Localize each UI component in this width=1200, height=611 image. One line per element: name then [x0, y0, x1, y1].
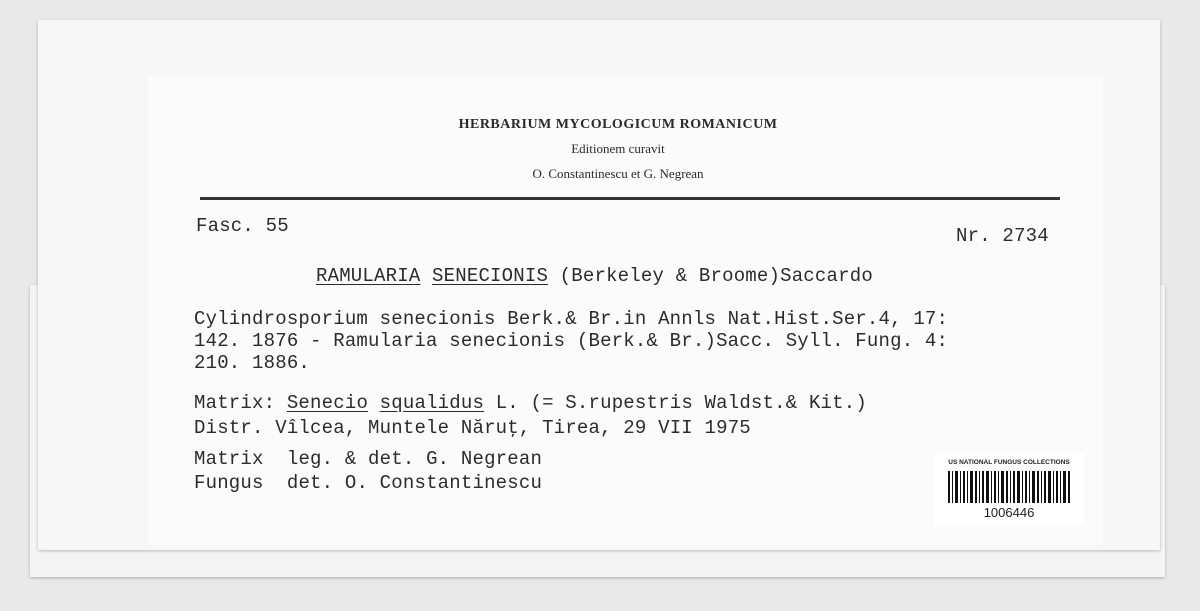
synonymy-line: Cylindrosporium senecionis Berk.& Br.in Annls Nat.Hist.Ser.4, 17:: [194, 308, 949, 330]
host-rest: L. (= S.rupestris Waldst.& Kit.): [495, 392, 867, 414]
barcode-icon: [948, 471, 1072, 503]
edition-line: Editionem curavit: [571, 141, 665, 156]
institution-title: HERBARIUM MYCOLOGICUM ROMANICUM: [458, 117, 778, 132]
fungus-text: det. O. Constantinescu: [286, 472, 543, 494]
distribution-label: Distr.: [194, 417, 264, 439]
editors-line: O. Constantinescu et G. Negrean: [532, 166, 704, 181]
taxon-title: [316, 265, 873, 287]
fungus-determiner-line: [194, 472, 542, 494]
matrix-line: [194, 392, 867, 414]
specimen-number: Nr. 2734: [956, 225, 1049, 247]
matrix-collector-label: Matrix: [194, 448, 264, 470]
host-genus: Senecio: [286, 392, 369, 414]
header-divider: [200, 197, 1060, 200]
fascicle-number: Fasc. 55: [196, 215, 289, 237]
taxon-genus: RAMULARIA: [316, 265, 421, 287]
fungus-label: Fungus: [194, 472, 264, 494]
taxon-species: SENECIONIS: [432, 265, 549, 287]
host-species: squalidus: [379, 392, 485, 414]
synonymy-line: 210. 1886.: [194, 352, 311, 374]
taxon-authority: (Berkeley & Broome)Saccardo: [559, 265, 873, 287]
herbarium-sheet: [38, 20, 1160, 550]
matrix-label: Matrix:: [194, 392, 276, 414]
distribution-text: Vîlcea, Muntele Năruţ, Tirea, 29 VII 1975: [275, 417, 751, 439]
distribution-line: [194, 417, 751, 439]
matrix-collector-text: leg. & det. G. Negrean: [286, 448, 543, 470]
barcode-collection-title: US NATIONAL FUNGUS COLLECTIONS: [948, 459, 1070, 466]
barcode-number: 1006446: [983, 505, 1035, 520]
barcode-label: [934, 453, 1084, 525]
specimen-label: [148, 75, 1103, 545]
matrix-collector-line: [194, 448, 542, 470]
synonymy-line: 142. 1876 - Ramularia senecionis (Berk.& Br.)Sacc. Syll. Fung. 4:: [194, 330, 949, 352]
